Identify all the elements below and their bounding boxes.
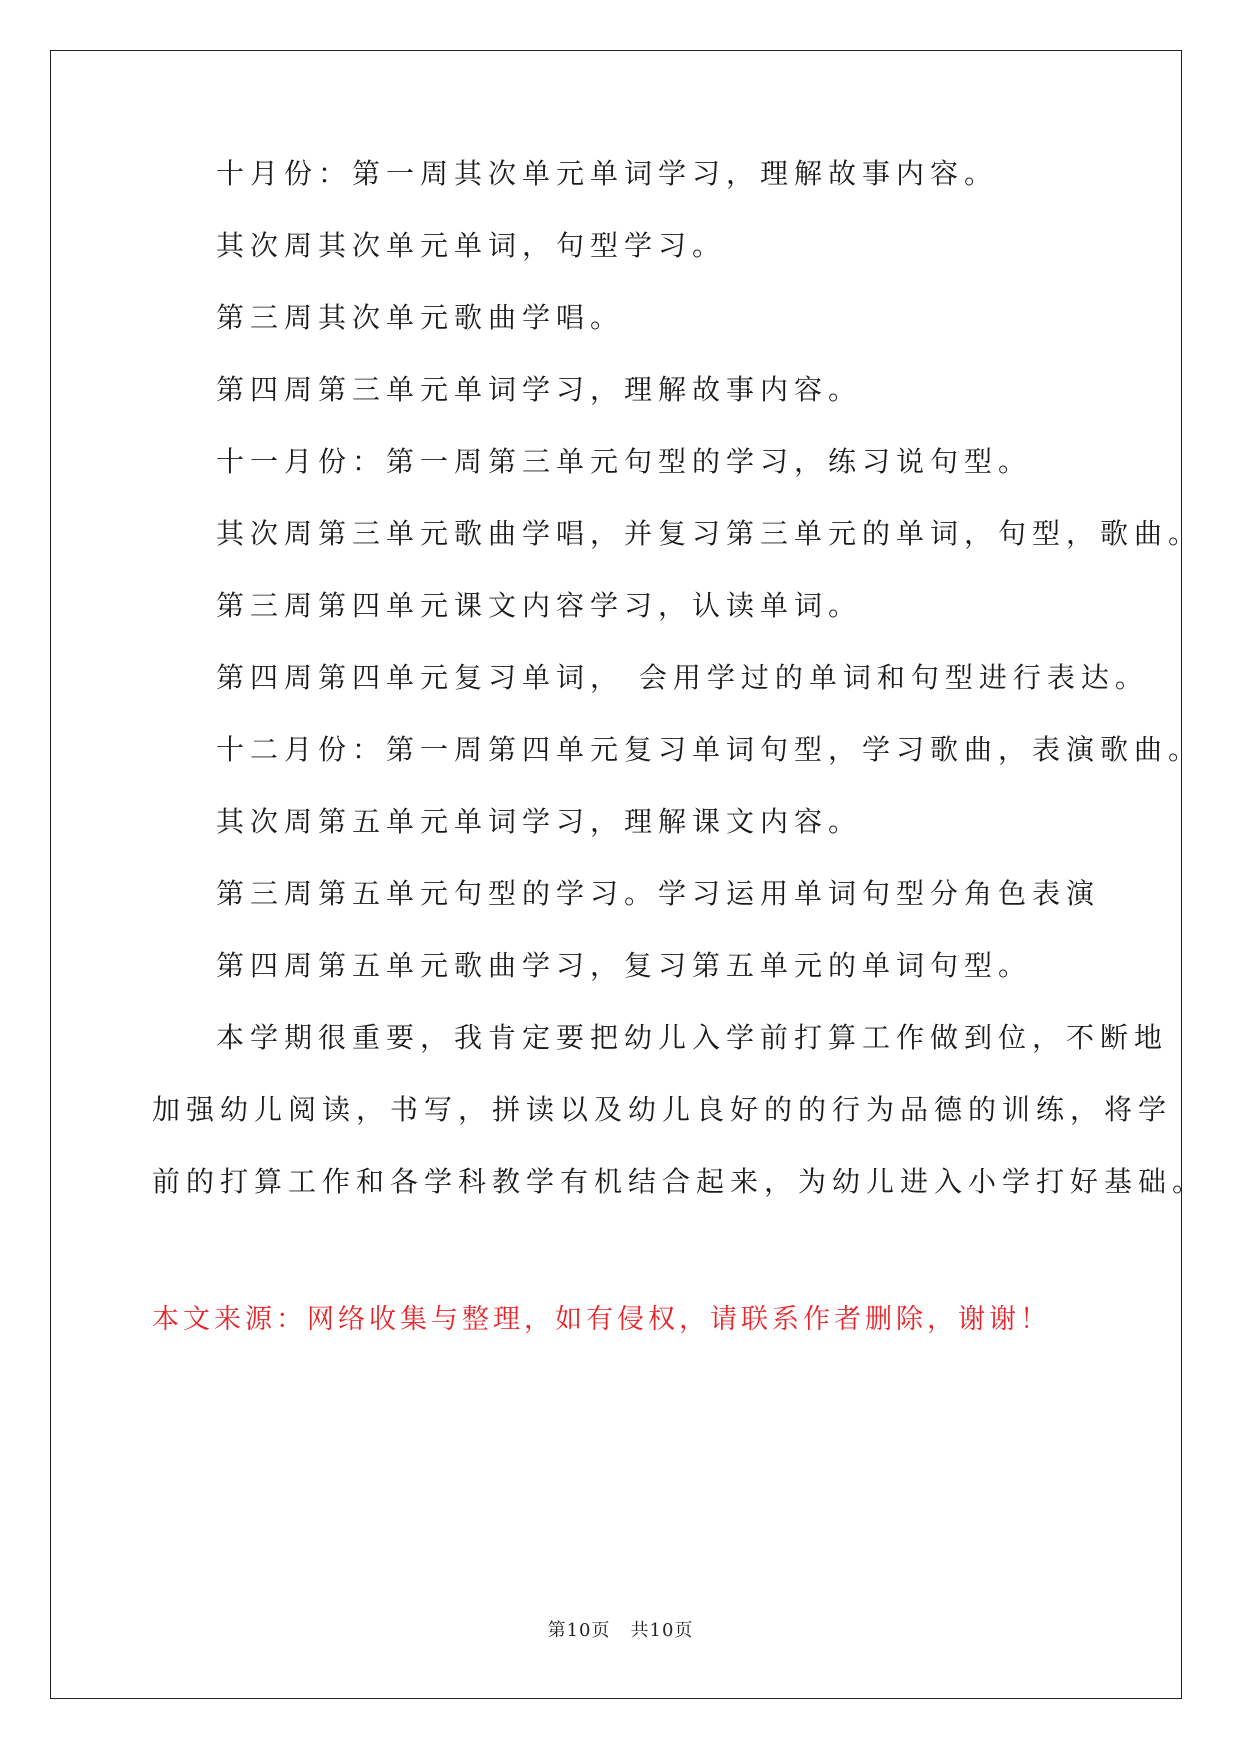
page-border [50, 50, 1182, 1699]
schedule-line: 其次周第五单元单词学习，理解课文内容。 [216, 805, 863, 838]
schedule-line: 第四周第五单元歌曲学习，复习第五单元的单词句型。 [216, 949, 1033, 982]
schedule-line: 其次周其次单元单词，句型学习。 [216, 229, 727, 262]
source-note: 本文来源：网络收集与整理，如有侵权，请联系作者删除，谢谢！ [152, 1304, 1051, 1335]
page-number: 第10页 [547, 1620, 611, 1641]
page-footer [0, 1616, 1241, 1642]
schedule-line: 其次周第三单元歌曲学唱，并复习第三单元的单词，句型，歌曲。 [216, 517, 1203, 550]
schedule-line: 第三周其次单元歌曲学唱。 [216, 301, 625, 334]
schedule-line: 十二月份：第一周第四单元复习单词句型，学习歌曲，表演歌曲。 [216, 733, 1203, 766]
closing-paragraph-line: 前的打算工作和各学科教学有机结合起来，为幼儿进入小学打好基础。 [152, 1165, 1207, 1198]
schedule-line: 第三周第四单元课文内容学习，认读单词。 [216, 589, 863, 622]
closing-paragraph-line: 加强幼儿阅读，书写，拼读以及幼儿良好的的行为品德的训练，将学 [152, 1093, 1173, 1126]
page-total: 共10页 [630, 1620, 694, 1641]
closing-paragraph-line: 本学期很重要，我肯定要把幼儿入学前打算工作做到位，不断地 [216, 1021, 1169, 1054]
schedule-line: 第四周第四单元复习单词， 会用学过的单词和句型进行表达。 [216, 661, 1149, 694]
schedule-line: 第四周第三单元单词学习，理解故事内容。 [216, 373, 863, 406]
schedule-line: 十一月份：第一周第三单元句型的学习，练习说句型。 [216, 445, 1033, 478]
schedule-line: 十月份：第一周其次单元单词学习，理解故事内容。 [216, 157, 999, 190]
schedule-line: 第三周第五单元句型的学习。学习运用单词句型分角色表演 [216, 877, 1101, 910]
